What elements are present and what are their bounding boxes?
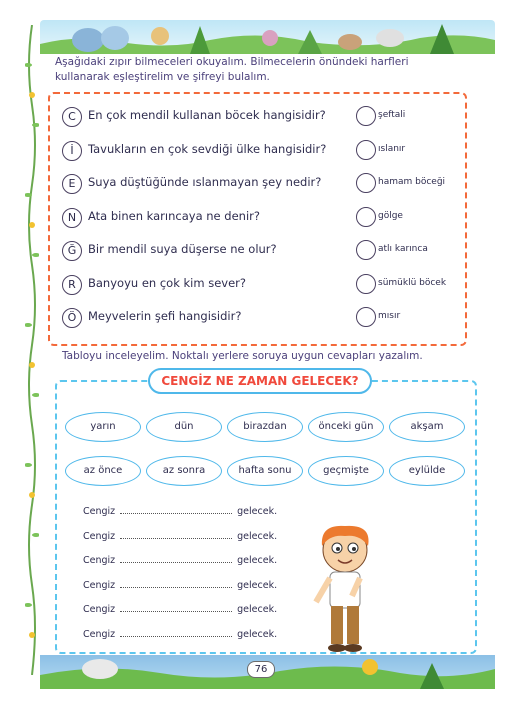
fill-in-line (83, 629, 277, 640)
fill-in-line (83, 531, 277, 542)
answers-box (55, 380, 477, 654)
riddle-question: En çok mendil kullanan böcek hangisidir? (88, 108, 326, 122)
riddle-letter: Ğ (62, 241, 82, 261)
answer-letter-circle[interactable] (356, 173, 376, 193)
fill-subject: Cengiz (83, 604, 116, 615)
top-illustration-banner (40, 20, 495, 54)
fill-in-line (83, 555, 277, 566)
answer-letter-circle[interactable] (356, 307, 376, 327)
answer-letter-circle[interactable] (356, 274, 376, 294)
page-number: 76 (247, 661, 275, 678)
time-word-cloud: az önce (65, 456, 141, 486)
riddle-answer: şeftali (378, 110, 406, 120)
fill-verb: gelecek. (237, 628, 278, 640)
fill-in-line (83, 506, 277, 517)
riddle-question: Tavukların en çok sevdiği ülke hangisidir? (88, 141, 327, 156)
riddle-answer: ıslanır (378, 143, 406, 154)
time-word-cloud: yarın (65, 412, 141, 442)
answer-blank[interactable] (120, 636, 232, 637)
fill-subject: Cengiz (83, 506, 116, 517)
riddle-letter: C (62, 107, 82, 127)
riddle-answer: gölge (378, 210, 403, 221)
fill-subject: Cengiz (83, 628, 116, 640)
fill-subject: Cengiz (83, 530, 116, 542)
riddle-answer: hamam böceği (378, 177, 446, 187)
riddle-question: Suya düştüğünde ıslanmayan şey nedir? (88, 175, 322, 189)
riddle-letter: İ (62, 141, 82, 161)
fill-verb: gelecek. (237, 604, 278, 615)
time-word-cloud: az sonra (146, 456, 222, 486)
decorative-vine (25, 25, 39, 675)
answer-letter-circle[interactable] (356, 140, 376, 160)
time-word-cloud: hafta sonu (227, 456, 303, 486)
riddle-question: Banyoyu en çok kim sever? (88, 275, 247, 290)
riddle-row (62, 307, 457, 329)
riddle-row (62, 106, 457, 128)
time-word-cloud: birazdan (227, 412, 303, 442)
answer-blank[interactable] (120, 611, 232, 612)
time-word-cloud: geçmişte (308, 456, 384, 486)
answer-letter-circle[interactable] (356, 207, 376, 227)
fill-subject: Cengiz (83, 579, 116, 591)
riddle-letter: E (62, 174, 82, 194)
riddle-letter: R (62, 275, 82, 295)
fill-verb: gelecek. (237, 555, 278, 566)
time-word-cloud: dün (146, 412, 222, 442)
riddle-question: Meyvelerin şefi hangisidir? (88, 309, 242, 323)
question-title: CENGİZ NE ZAMAN GELECEK? (148, 368, 372, 394)
riddle-answer: mısır (378, 311, 401, 321)
riddle-letter: N (62, 208, 82, 228)
riddle-row (62, 140, 457, 162)
answer-letter-circle[interactable] (356, 240, 376, 260)
riddle-row (62, 207, 457, 229)
fill-verb: gelecek. (237, 530, 278, 542)
answer-blank[interactable] (120, 513, 232, 514)
riddle-row (62, 274, 457, 296)
fill-in-line (83, 604, 277, 615)
riddle-question: Bir mendil suya düşerse ne olur? (88, 242, 277, 256)
answer-letter-circle[interactable] (356, 106, 376, 126)
fill-verb: gelecek. (237, 579, 278, 591)
instruction-text: Tabloyu inceleyelim. Noktalı yerlere soruya uygun cevapları yazalım. (62, 350, 423, 362)
fill-verb: gelecek. (237, 506, 278, 517)
time-word-cloud: eylülde (389, 456, 465, 486)
riddle-answer: atlı karınca (378, 244, 428, 254)
fill-subject: Cengiz (83, 555, 116, 566)
riddle-row (62, 240, 457, 262)
riddle-answer: sümüklü böcek (378, 277, 447, 288)
answer-blank[interactable] (120, 587, 232, 588)
riddle-question: Ata binen karıncaya ne denir? (88, 208, 260, 223)
boy-illustration (300, 520, 390, 655)
riddles-box (48, 92, 467, 346)
answer-blank[interactable] (120, 562, 232, 563)
riddle-row (62, 173, 457, 195)
intro-text: Aşağıdaki zıpır bilmeceleri okuyalım. Bilmecelerin önündeki harfleri kullanarak eşleştirelim ve şifreyi bulalım. (55, 56, 409, 83)
answer-blank[interactable] (120, 538, 232, 539)
fill-in-line (83, 580, 277, 591)
time-word-cloud: önceki gün (308, 412, 384, 442)
time-word-cloud: akşam (389, 412, 465, 442)
riddle-letter: Ö (62, 308, 82, 328)
